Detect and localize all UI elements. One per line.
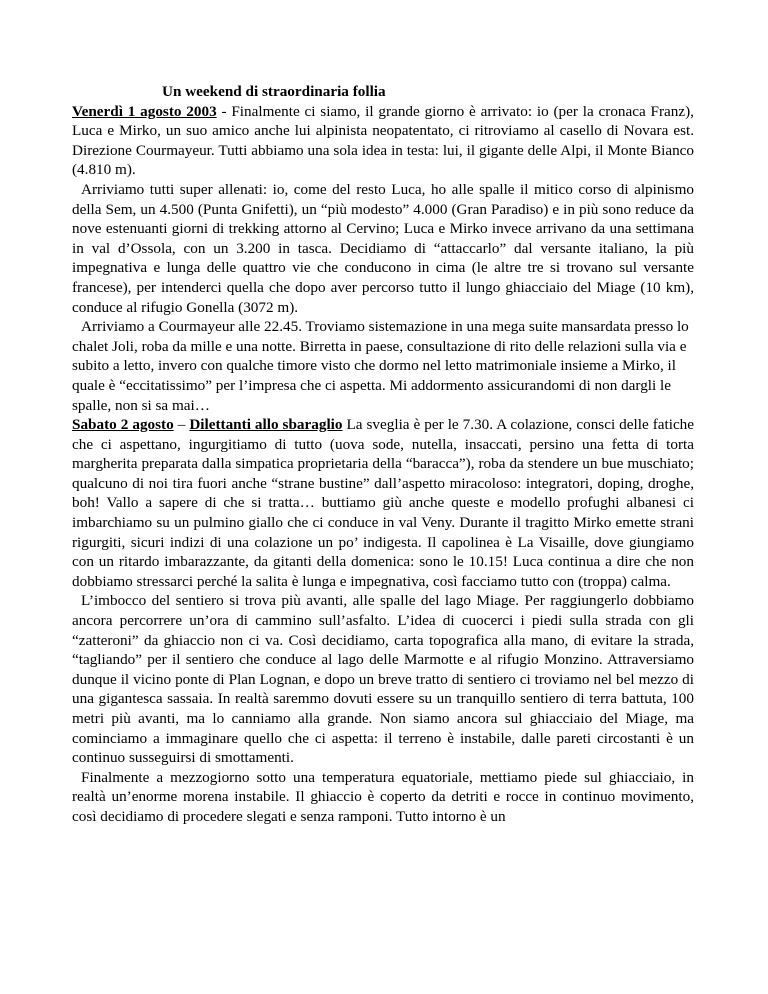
paragraph-courmayeur: Arriviamo a Courmayeur alle 22.45. Troviamo sistemazione in una mega suite mansardata presso lo chalet Joli, roba da mille e una notte. Birretta in paese, consultazione di rito delle relazioni sulla via e subito a letto, invero con qualche timore visto che dormo nel letto matrimoniale insieme a Mirko, il quale è “eccitatissimo” per l’impresa che ci aspetta. Mi addormento assicurandomi di non dargli le spalle, non si sa mai…	[72, 318, 689, 414]
document-title: Un weekend di straordinaria follia	[162, 83, 386, 100]
paragraph-text: La sveglia è per le 7.30. A colazione, consci delle fatiche che ci aspettano, ingurgitiamo di tutto (uova sode, nutella, insaccati, persino una fetta di torta margherita preparata dalla simpatica proprietaria della “baracca”), roba da stendere un bue muschiato; qualcuno di noi tira fuori anche “strane bustine” dall’aspetto miracoloso: integratori, doping, droghe, boh! Vallo a sapere di che si tratta… buttiamo giù anche queste e modello profughi albanesi ci imbarchiamo su un pulmino giallo che ci conduce in val Veny. Durante il tragitto Mirko emette strani rigurgiti, sicuri indizi di una colazione un po’ indigesta. Il capolinea è La Visaille, dove giungiamo con un ritardo imbarazzante, da gitanti della domenica: sono le 10.15! Luca continua a dire che non dobbiamo stressarci perché la salita è lunga e impegnativa, così facciamo tutto con (troppa) calma.	[72, 416, 695, 590]
section-subtitle: Dilettanti allo sbaraglio	[189, 416, 343, 434]
paragraph-text: - Finalmente ci siamo, il grande giorno è arrivato: io (per la cronaca Franz), Luca e Mirko, un suo amico anche lui alpinista neopatentato, ci ritroviamo al casello di Novara est. Direzione Courmayeur. Tutti abbiamo una sola idea in testa: lui, il gigante delle Alpi, il Monte Bianco (4.810 m).	[72, 102, 694, 179]
heading-dash: –	[173, 416, 190, 434]
document-page	[72, 82, 694, 827]
date-heading-saturday: Sabato 2 agosto	[72, 416, 174, 434]
paragraph-saturday	[72, 415, 694, 591]
date-heading-friday: Venerdì 1 agosto 2003	[72, 102, 217, 120]
paragraph-arrival-trained: Arriviamo tutti super allenati: io, come del resto Luca, ho alle spalle il mitico corso di alpinismo della Sem, un 4.500 (Punta Gnifetti), un “più modesto” 4.000 (Gran Paradiso) e in più sono reduce da nove estenuanti giorni di trekking attorno al Cervino; Luca e Mirko invece arrivano da una settimana in val d’Ossola, con un 3.200 in tasca. Decidiamo di “attaccarlo” dal versante italiano, la più impegnativa e lunga delle quattro vie che conducono in cima (le altre tre si trovano sul versante francese), per intenderci quella che dopo aver percorso tutto il lungo ghiacciaio del Miage (10 km), conduce al rifugio Gonella (3072 m).	[72, 180, 694, 316]
paragraph-friday	[72, 102, 694, 180]
paragraph-trail: L’imbocco del sentiero si trova più avanti, alle spalle del lago Miage. Per raggiungerlo dobbiamo ancora percorrere un’ora di cammino sull’asfalto. L’idea di cuocerci i piedi sulla strada con gli “zatteroni” da ghiaccio non ci va. Così decidiamo, carta topografica alla mano, di evitare la strada, “tagliando” per il sentiero che conduce al lago delle Marmotte e al rifugio Monzino. Attraversiamo dunque il vicino ponte di Plan Lognan, e dopo un breve tratto di sentiero ci troviamo nel bel mezzo di una gigantesca sassaia. In realtà saremmo dovuti essere su un tranquillo sentiero di terra battuta, 100 metri più avanti, ma lo canniamo alla grande. Non siamo ancora sul ghiacciaio del Miage, ma cominciamo a immaginare quello che ci aspetta: il terreno è instabile, dalle pareti circostanti è un continuo susseguirsi di smottamenti.	[72, 592, 694, 767]
paragraph-glacier: Finalmente a mezzogiorno sotto una temperatura equatoriale, mettiamo piede sul ghiacciaio, in realtà un’enorme morena instabile. Il ghiaccio è coperto da detriti e rocce in continuo movimento, così decidiamo di procedere slegati e senza ramponi. Tutto intorno è un	[72, 768, 694, 825]
